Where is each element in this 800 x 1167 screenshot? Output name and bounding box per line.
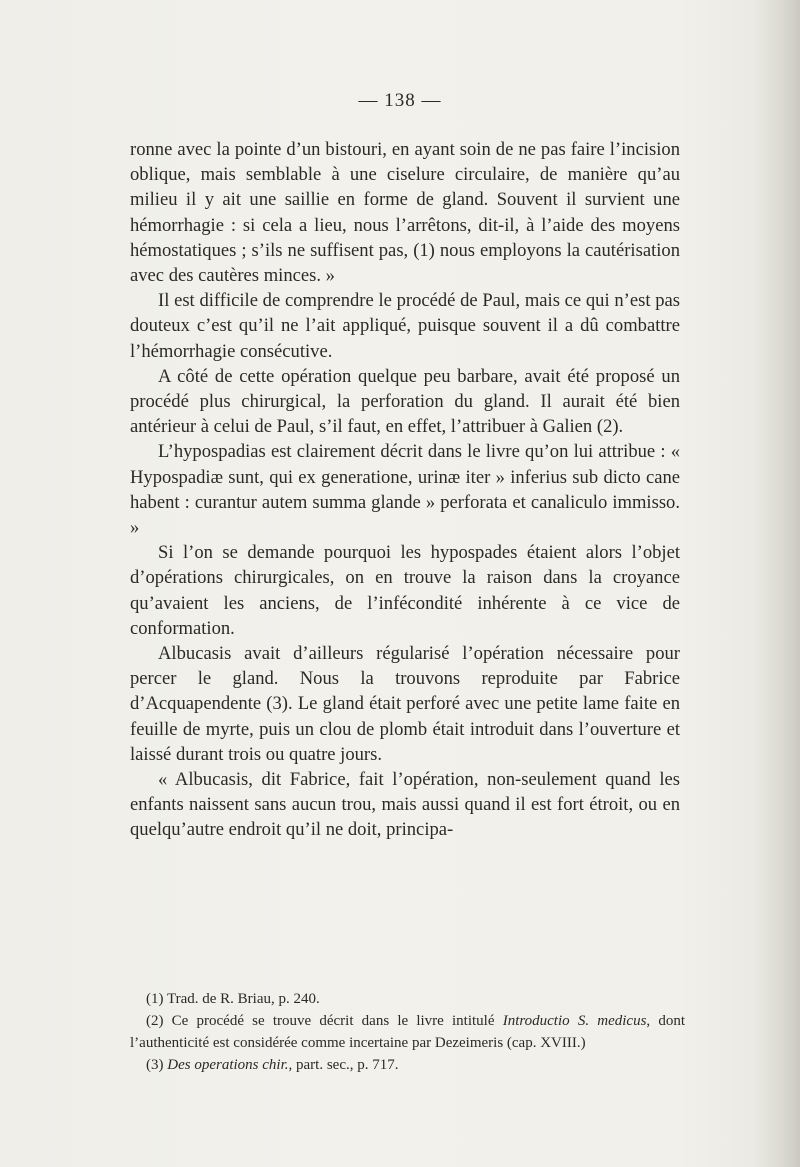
paragraph: Albucasis avait d’ailleurs régularisé l’opération nécessaire pour percer le gland. Nous la trouvons reproduite par Fabrice d’Acquapendente (3). Le gland était perforé avec une petite lame faite en feuille de myrte, puis un clou de plomb était introduit dans l’ouverture et laissé durant trois ou quatre jours. xyxy=(130,643,680,765)
page-number: — 138 — xyxy=(358,90,442,111)
footnote-3-title: Des operations chir. xyxy=(167,1057,289,1073)
footnote-2-title: Introductio S. medicus xyxy=(502,1013,647,1029)
footnote-2-prefix: (2) Ce procédé se trouve décrit dans le livre intitulé xyxy=(146,1013,503,1029)
footnotes xyxy=(130,988,685,1076)
footnote-2 xyxy=(130,1010,685,1054)
paragraph: L’hypospadias est clairement décrit dans le livre qu’on lui attribue : « Hypospadiæ sunt, qui ex generatione, urinæ iter » inferius sub dicto cane habent : curantur autem summa glande » perforata et canaliculo immisso. » xyxy=(130,441,680,539)
paragraph: ronne avec la pointe d’un bistouri, en ayant soin de ne pas faire l’incision oblique, mais semblable à une ciselure circulaire, de manière qu’au milieu il y ait une saillie en forme de gland. Souvent il survient une hémorrhagie : si cela a lieu, nous l’arrêtons, dit-il, à l’aide des moyens hémostatiques ; s’ils ne suffisent pas, (1) nous employons la cautérisation avec des cautères minces. » xyxy=(130,139,680,287)
main-text xyxy=(130,137,680,843)
paragraph: Il est difficile de comprendre le procédé de Paul, mais ce qui n’est pas douteux c’est qu’il ne l’ait appliqué, puisque souvent il a dû combattre l’hémorrhagie consécutive. xyxy=(130,290,680,362)
paragraph: A côté de cette opération quelque peu barbare, avait été proposé un procédé plus chirurgical, la perforation du gland. Il aurait été bien antérieur à celui de Paul, s’il faut, en effet, l’attribuer à Galien (2). xyxy=(130,365,680,438)
footnote-3-prefix: (3) xyxy=(146,1057,168,1073)
footnote-1: (1) Trad. de R. Briau, p. 240. xyxy=(146,991,320,1007)
paragraph: « Albucasis, dit Fabrice, fait l’opération, non-seulement quand les enfants naissent sans aucun trou, mais aussi quand il est fort étroit, ou en quelqu’autre endroit qu’il ne doit, principa- xyxy=(130,769,680,841)
footnote-3-suffix: , part. sec., p. 717. xyxy=(288,1057,399,1073)
footnote-2-suffix: , dont l’authenticité est considérée comme incertaine par Dezeimeris (cap. XVIII.) xyxy=(130,1013,686,1051)
page-edge-shadow xyxy=(754,0,800,1167)
paragraph: Si l’on se demande pourquoi les hypospades étaient alors l’objet d’opérations chirurgicales, on en trouve la raison dans la croyance qu’avaient les anciens, de l’infécondité inhérente à ce vice de conformation. xyxy=(130,542,680,639)
footnote-3 xyxy=(130,1054,685,1076)
